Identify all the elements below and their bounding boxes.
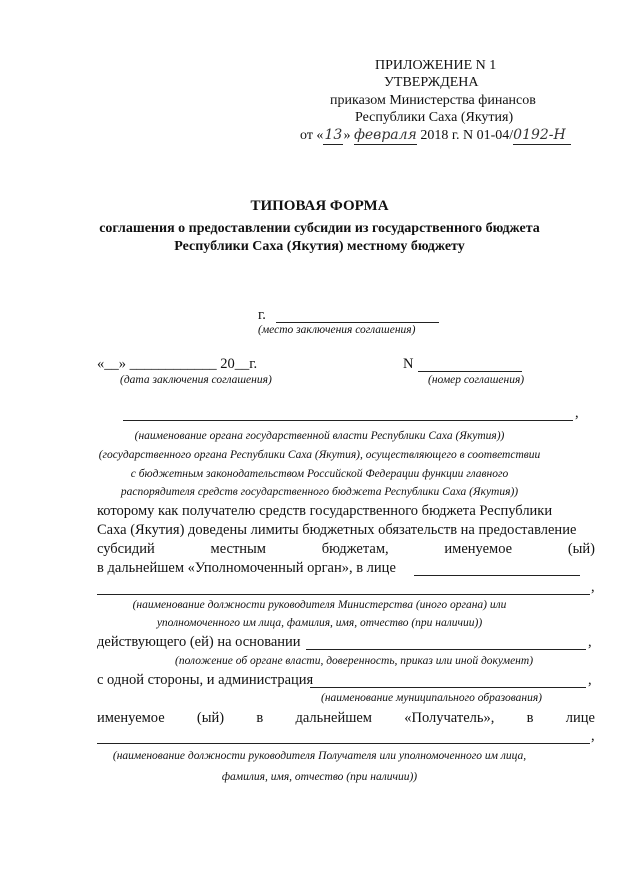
paragraph-line-3	[97, 541, 595, 558]
authority-comma: ,	[575, 405, 579, 421]
admin-label: с одной стороны, и администрация	[97, 672, 314, 688]
approved-label: УТВЕРЖДЕНА	[384, 75, 479, 90]
appendix-number: ПРИЛОЖЕНИЕ N 1	[375, 58, 497, 73]
paragraph-line-1: которому как получателю средств государственного бюджета Республики	[97, 503, 553, 519]
handwritten-number: 0192-Н	[513, 127, 571, 145]
word: бюджетам,	[321, 541, 389, 557]
recipient-caption-2: фамилия, имя, отчество (при наличии))	[221, 771, 418, 783]
place-blank	[276, 322, 439, 323]
number-blank	[418, 371, 522, 372]
recipient-line	[97, 710, 595, 727]
authority-caption-1: (наименование органа государственной власти Республики Саха (Якутия))	[134, 430, 505, 442]
paragraph-line-2: Саха (Якутия) доведены лимиты бюджетных обязательств на предоставление	[97, 522, 577, 538]
paragraph-line-4: в дальнейшем «Уполномоченный орган», в лице	[97, 560, 396, 576]
admin-blank	[310, 687, 586, 688]
republic-line: Республики Саха (Якутия)	[355, 110, 514, 125]
authority-blank	[123, 420, 573, 421]
year-and-number-prefix: 2018 г. N 01-04/	[420, 128, 514, 143]
basis-caption: (положение об органе власти, доверенность, приказ или иной документ)	[175, 655, 534, 667]
date-caption: (дата заключения соглашения)	[120, 374, 272, 386]
form-subtitle-1: соглашения о предоставлении субсидии из государственного бюджета	[99, 221, 540, 236]
head-caption-2: уполномоченного им лица, фамилия, имя, отчество (при наличии))	[156, 617, 483, 629]
word: (ый)	[567, 541, 595, 557]
word: субсидий	[97, 541, 155, 557]
representative-comma: ,	[591, 579, 595, 595]
recipient-caption-1: (наименование должности руководителя Получателя или уполномоченного им лица,	[112, 750, 527, 762]
recipient-comma: ,	[591, 728, 595, 744]
number-caption: (номер соглашения)	[428, 374, 525, 386]
place-caption: (место заключения соглашения)	[258, 324, 416, 336]
word: именуемое	[444, 541, 513, 557]
date-sep: »	[343, 128, 351, 143]
authority-caption-2: (государственного органа Республики Саха (Якутия), осуществляющего в соответствии	[98, 449, 541, 461]
word: (ый)	[196, 710, 225, 726]
form-subtitle-2: Республики Саха (Якутия) местному бюджету	[174, 239, 465, 254]
word: лице	[565, 710, 595, 726]
order-line: приказом Министерства финансов	[330, 93, 536, 108]
word: именуемое	[97, 710, 165, 726]
form-title: ТИПОВАЯ ФОРМА	[250, 198, 389, 214]
admin-caption: (наименование муниципального образования)	[321, 692, 543, 704]
word: дальнейшем	[295, 710, 372, 726]
word: «Получатель»,	[404, 710, 495, 726]
word: местным	[210, 541, 266, 557]
basis-comma: ,	[588, 634, 592, 650]
number-label: N	[403, 356, 414, 372]
basis-blank	[306, 649, 586, 650]
handwritten-day: 13	[324, 127, 343, 143]
date-prefix: от «	[300, 128, 324, 143]
recipient-blank	[97, 743, 590, 744]
representative-blank-2	[97, 594, 590, 595]
approval-date-line	[300, 127, 571, 145]
authority-caption-3: с бюджетным законодательством Российской Федерации функции главного	[130, 468, 509, 480]
authority-caption-4: распорядителя средств государственного бюджета Республики Саха (Якутия))	[120, 486, 519, 498]
basis-label: действующего (ей) на основании	[97, 634, 301, 650]
agreement-date-blank: «__» ____________ 20__г.	[97, 356, 258, 372]
head-caption-1: (наименование должности руководителя Министерства (иного органа) или	[132, 599, 507, 611]
admin-comma: ,	[588, 672, 592, 688]
city-prefix: г.	[258, 307, 266, 323]
handwritten-month: февраля	[353, 127, 417, 143]
word: в	[526, 710, 534, 726]
representative-blank	[414, 575, 580, 576]
word: в	[256, 710, 264, 726]
